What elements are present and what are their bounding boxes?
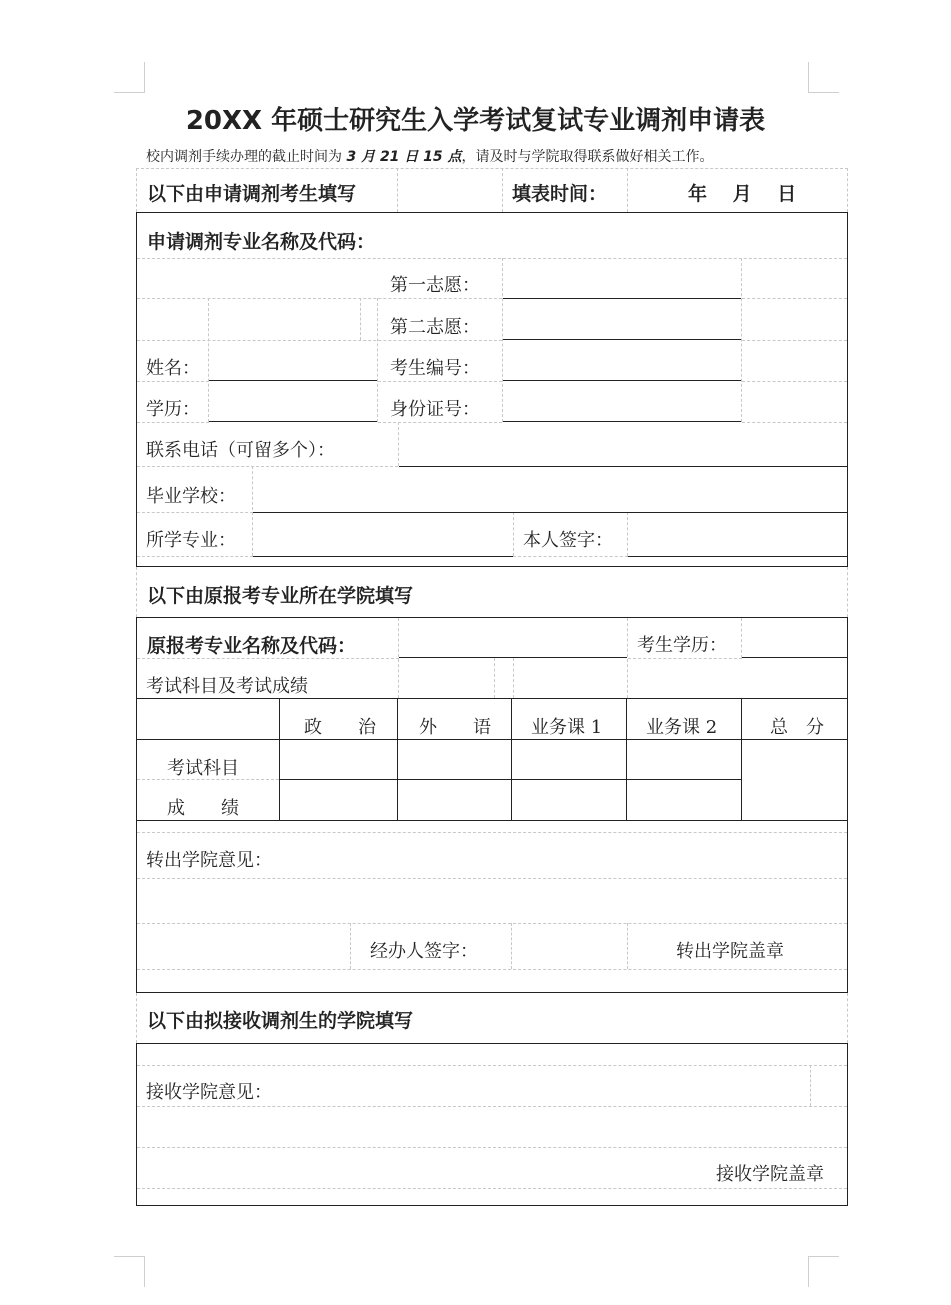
page-corner-mark	[808, 62, 839, 93]
signature-field[interactable]	[628, 514, 847, 555]
student-edu-field[interactable]	[742, 619, 847, 656]
col-politics: 政 治	[304, 717, 376, 738]
score-language-cell[interactable]	[398, 780, 510, 819]
notice-text-after: ，请及时与学院取得联系做好相关工作。	[461, 149, 714, 165]
receive-opinion-field[interactable]	[137, 1107, 847, 1146]
subject-course2-cell[interactable]	[627, 740, 740, 778]
apply-major-label: 申请调剂专业名称及代码：	[147, 231, 376, 253]
exam-no-field[interactable]	[503, 342, 741, 379]
section1-header: 以下由申请调剂考生填写	[147, 183, 357, 205]
name-field[interactable]	[209, 342, 377, 379]
col-course2: 业务课 2	[646, 717, 718, 738]
col-course1: 业务课 1	[531, 717, 603, 738]
transfer-opinion-field[interactable]	[137, 879, 847, 922]
page-corner-mark	[114, 1256, 145, 1287]
notice-deadline: 3 月 21 日 15 点	[346, 149, 462, 165]
page-corner-mark	[114, 62, 145, 93]
signature-label: 本人签字：	[523, 530, 613, 551]
section3-header: 以下由拟接收调剂生的学院填写	[147, 1010, 414, 1032]
subjects-scores-label: 考试科目及考试成绩	[146, 676, 308, 697]
school-label: 毕业学校：	[146, 486, 236, 507]
phone-field[interactable]	[399, 424, 847, 465]
subject-course1-cell[interactable]	[512, 740, 625, 778]
col-language: 外 语	[419, 717, 491, 738]
choice2-label: 第二志愿：	[390, 317, 480, 338]
choice1-field[interactable]	[503, 260, 741, 297]
score-course1-cell[interactable]	[512, 780, 625, 819]
transfer-seal-label: 转出学院盖章	[676, 941, 784, 962]
transfer-opinion-label: 转出学院意见：	[146, 850, 272, 871]
fill-date[interactable]: 年 月 日	[688, 183, 797, 205]
choice1-label: 第一志愿：	[390, 275, 480, 296]
handler-sign-field[interactable]	[512, 924, 626, 968]
major-label: 所学专业：	[146, 530, 236, 551]
row-score: 成 绩	[167, 798, 239, 819]
receive-opinion-label: 接收学院意见：	[146, 1082, 272, 1103]
handler-sign-label: 经办人签字：	[370, 941, 478, 962]
notice-text-before: 校内调剂手续办理的截止时间为	[146, 149, 347, 165]
score-politics-cell[interactable]	[280, 780, 396, 819]
name-label: 姓名：	[146, 358, 200, 379]
major-field[interactable]	[253, 514, 513, 555]
orig-major-label: 原报考专业名称及代码：	[147, 635, 357, 657]
deadline-notice	[146, 146, 714, 166]
education-label: 学历：	[146, 399, 200, 420]
orig-major-field[interactable]	[399, 619, 627, 656]
exam-no-label: 考生编号：	[390, 358, 480, 379]
section2-header: 以下由原报考专业所在学院填写	[147, 585, 414, 607]
receive-seal-label: 接收学院盖章	[716, 1164, 824, 1185]
subject-language-cell[interactable]	[398, 740, 510, 778]
student-edu-label: 考生学历：	[637, 635, 727, 656]
school-field[interactable]	[253, 468, 847, 511]
education-field[interactable]	[209, 383, 377, 420]
col-total: 总 分	[770, 717, 824, 738]
row-subject: 考试科目	[167, 758, 239, 779]
id-no-label: 身份证号：	[390, 399, 480, 420]
page-corner-mark	[808, 1256, 839, 1287]
fill-time-label: 填表时间：	[512, 183, 608, 205]
choice2-field[interactable]	[503, 301, 741, 338]
phone-label: 联系电话（可留多个）：	[146, 440, 335, 461]
subject-politics-cell[interactable]	[280, 740, 396, 778]
score-total-cell[interactable]	[742, 740, 847, 819]
score-course2-cell[interactable]	[627, 780, 740, 819]
id-no-field[interactable]	[503, 383, 741, 420]
page-title: 20XX 年硕士研究生入学考试复试专业调剂申请表	[185, 106, 766, 136]
